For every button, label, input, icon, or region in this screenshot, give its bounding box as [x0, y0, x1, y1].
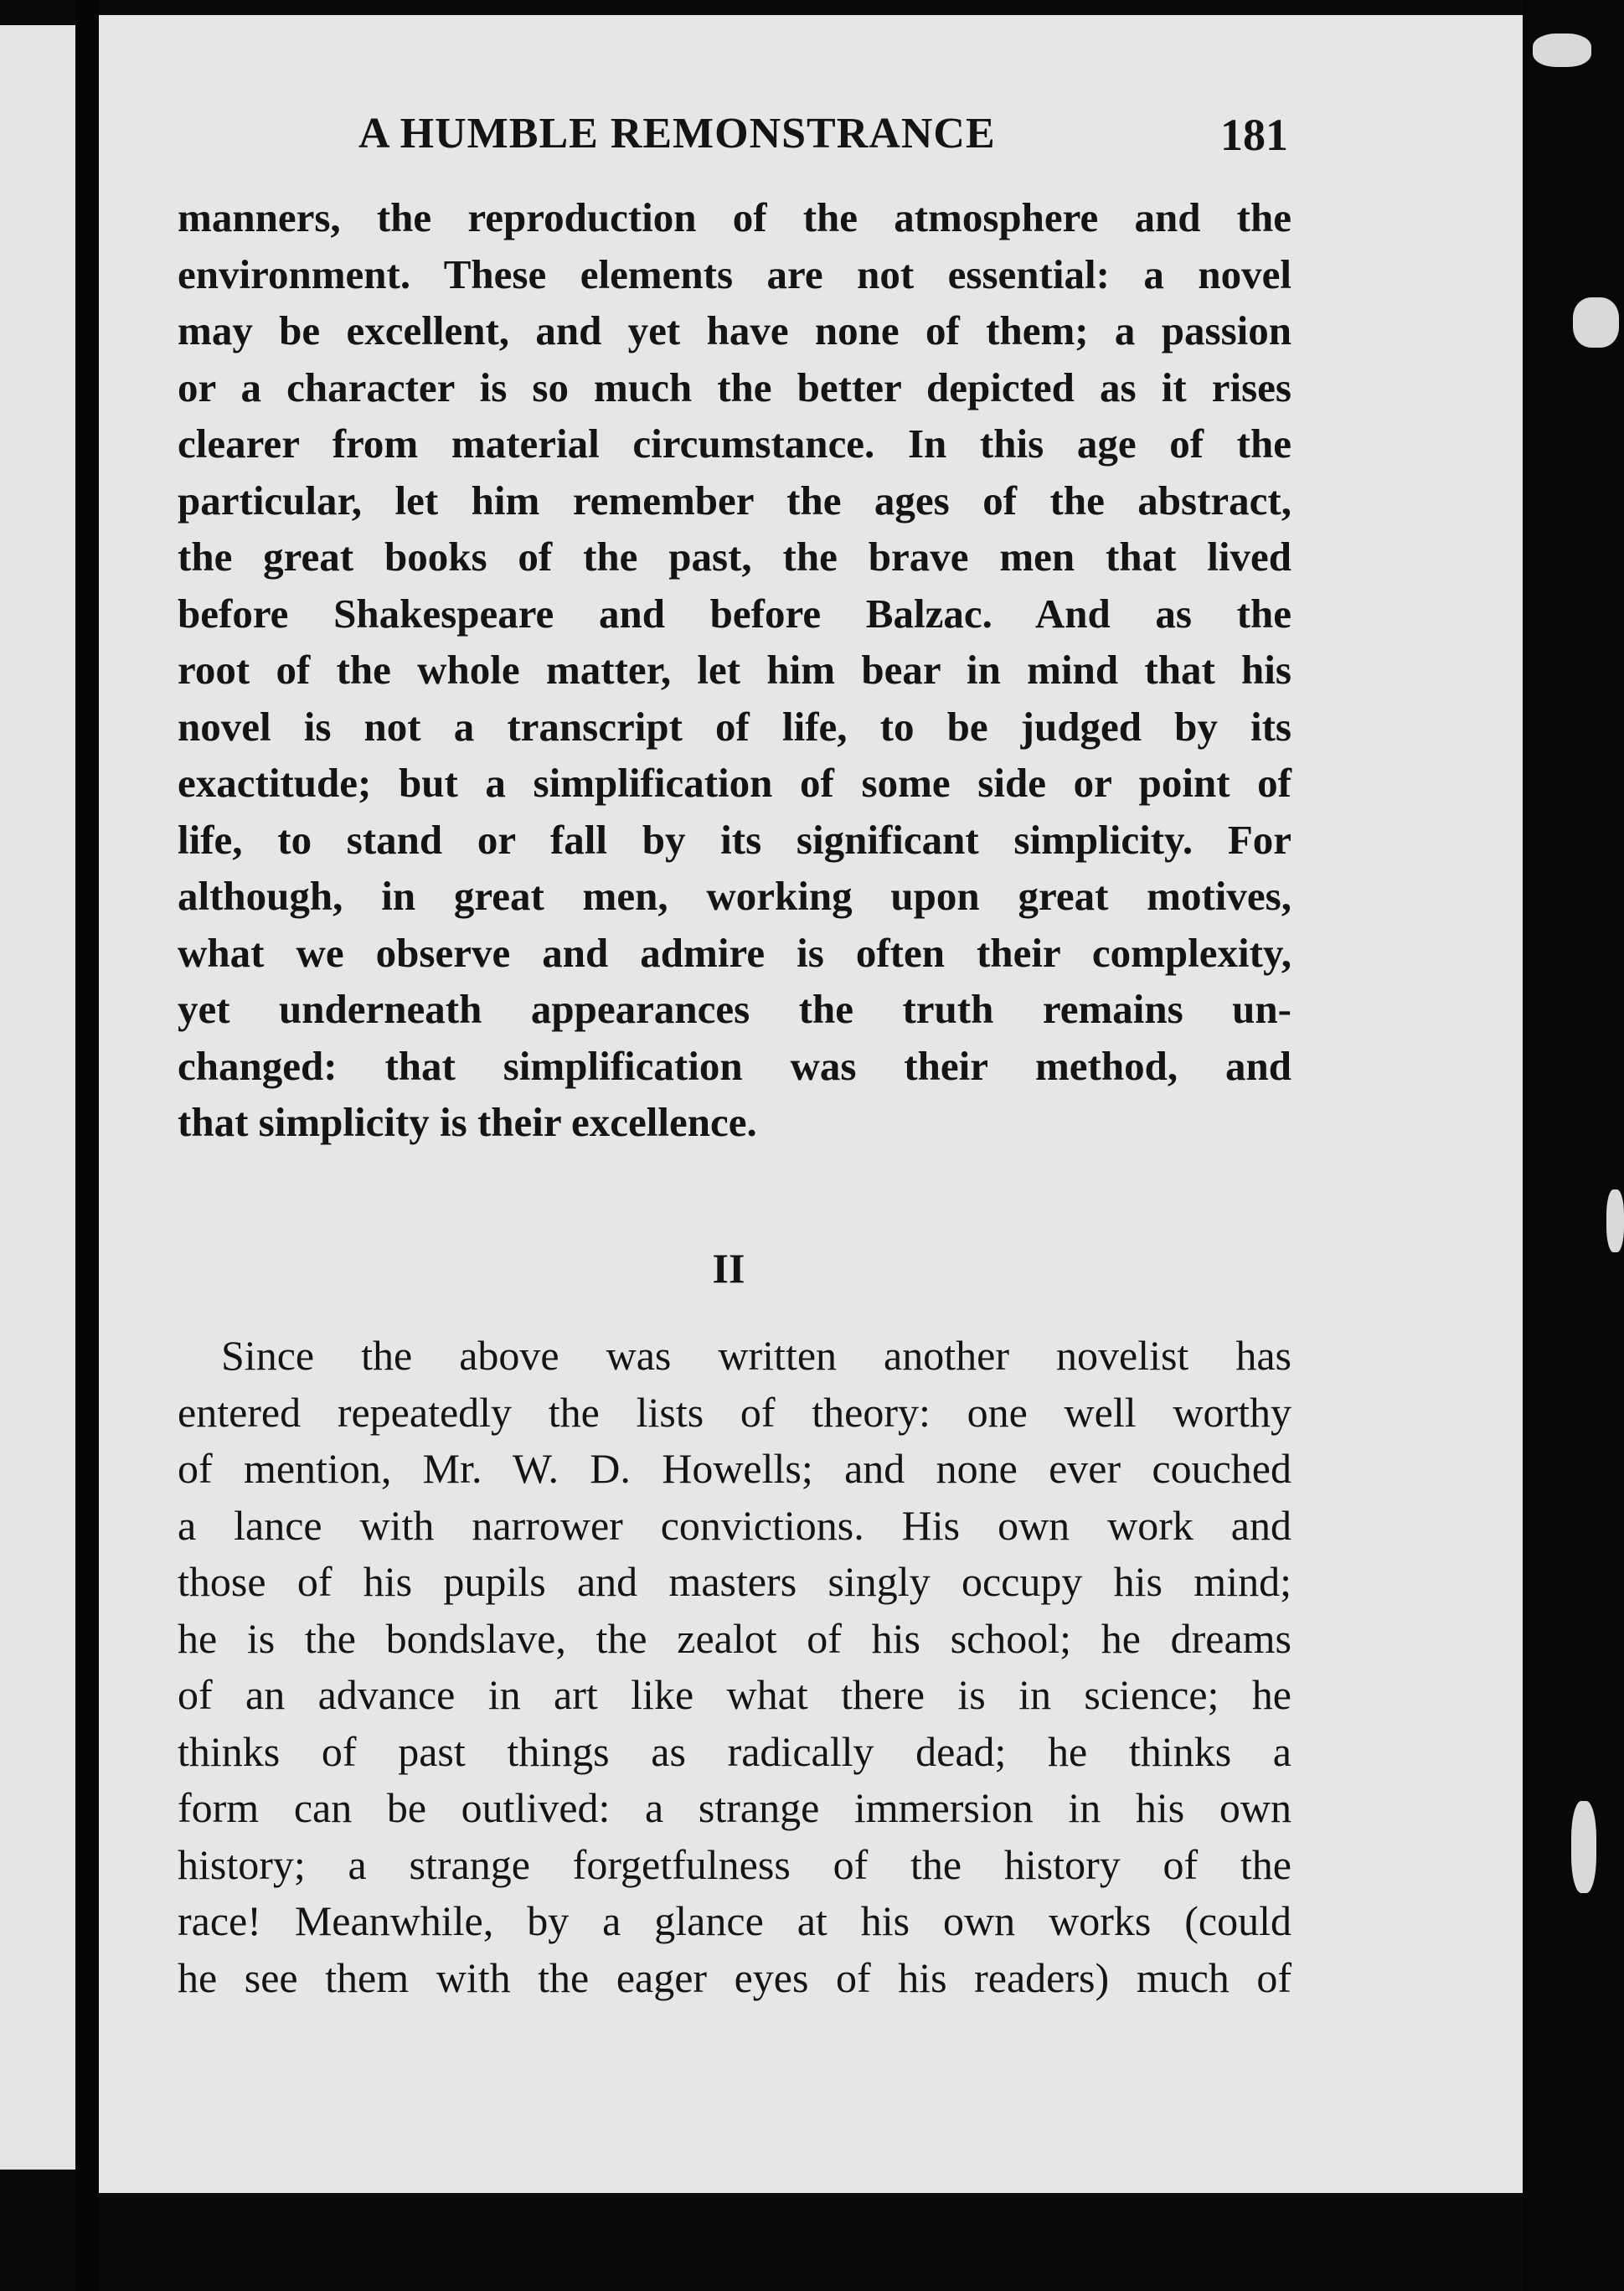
running-head [266, 109, 1288, 176]
text-line: of mention, Mr. W. D. Howells; and none ever couched [178, 1445, 1291, 1492]
paragraph-2 [178, 1328, 1291, 2006]
text-line: before Shakespeare and before Balzac. And as the [178, 590, 1291, 637]
text-line: he is the bondslave, the zealot of his school; he dreams [178, 1614, 1291, 1662]
text-line: life, to stand or fall by its significant simplicity. For [178, 816, 1291, 863]
page-number: 181 [1220, 110, 1288, 160]
text-line: entered repeatedly the lists of theory: one well worthy [178, 1388, 1291, 1436]
text-line: that simplicity is their excellence. [178, 1099, 757, 1145]
scan-speck [1533, 34, 1591, 67]
text-line: he see them with the eager eyes of his readers) much of [178, 1953, 1291, 2001]
text-line: Since the above was written another novelist has [221, 1332, 1291, 1379]
text-line: although, in great men, working upon great motives, [178, 873, 1291, 919]
running-head-title: A HUMBLE REMONSTRANCE [358, 110, 996, 157]
text-line: root of the whole matter, let him bear in mind that his [178, 647, 1291, 693]
text-line: thinks of past things as radically dead; he thinks a [178, 1727, 1291, 1775]
scan-speck [1571, 1801, 1596, 1893]
paragraph-1 [178, 189, 1291, 1151]
text-line: what we observe and admire is often their complexity, [178, 929, 1291, 976]
text-line: environment. These elements are not essential: a novel [178, 250, 1291, 297]
text-line: manners, the reproduction of the atmosphere and the [178, 194, 1291, 240]
text-line: changed: that simplification was their method, and [178, 1042, 1291, 1089]
text-line: form can be outlived: a strange immersion in his own [178, 1784, 1291, 1831]
text-line: those of his pupils and masters singly occupy his mind; [178, 1558, 1291, 1605]
text-line: history; a strange forgetfulness of the history of the [178, 1840, 1291, 1888]
text-line: clearer from material circumstance. In this age of the [178, 421, 1291, 467]
scan-speck [1573, 297, 1619, 348]
text-line: novel is not a transcript of life, to be judged by its [178, 703, 1291, 750]
text-line: the great books of the past, the brave men that lived [178, 534, 1291, 580]
page-right-edge [1523, 0, 1624, 2291]
text-line: yet underneath appearances the truth remains un- [178, 986, 1291, 1032]
text-line: may be excellent, and yet have none of them; a passion [178, 307, 1291, 353]
book-gutter [75, 0, 99, 2291]
text-line: race! Meanwhile, by a glance at his own works (could [178, 1897, 1291, 1944]
scan-speck [1606, 1189, 1624, 1252]
text-line: particular, let him remember the ages of the abstract, [178, 477, 1291, 524]
text-line: a lance with narrower convictions. His own work and [178, 1501, 1291, 1549]
text-line: of an advance in art like what there is in science; he [178, 1671, 1291, 1718]
facing-page-edge [0, 25, 75, 2170]
section-number: II [712, 1245, 745, 1292]
text-line: or a character is so much the better depicted as it rises [178, 364, 1291, 410]
text-line: exactitude; but a simplification of some side or point of [178, 760, 1291, 806]
